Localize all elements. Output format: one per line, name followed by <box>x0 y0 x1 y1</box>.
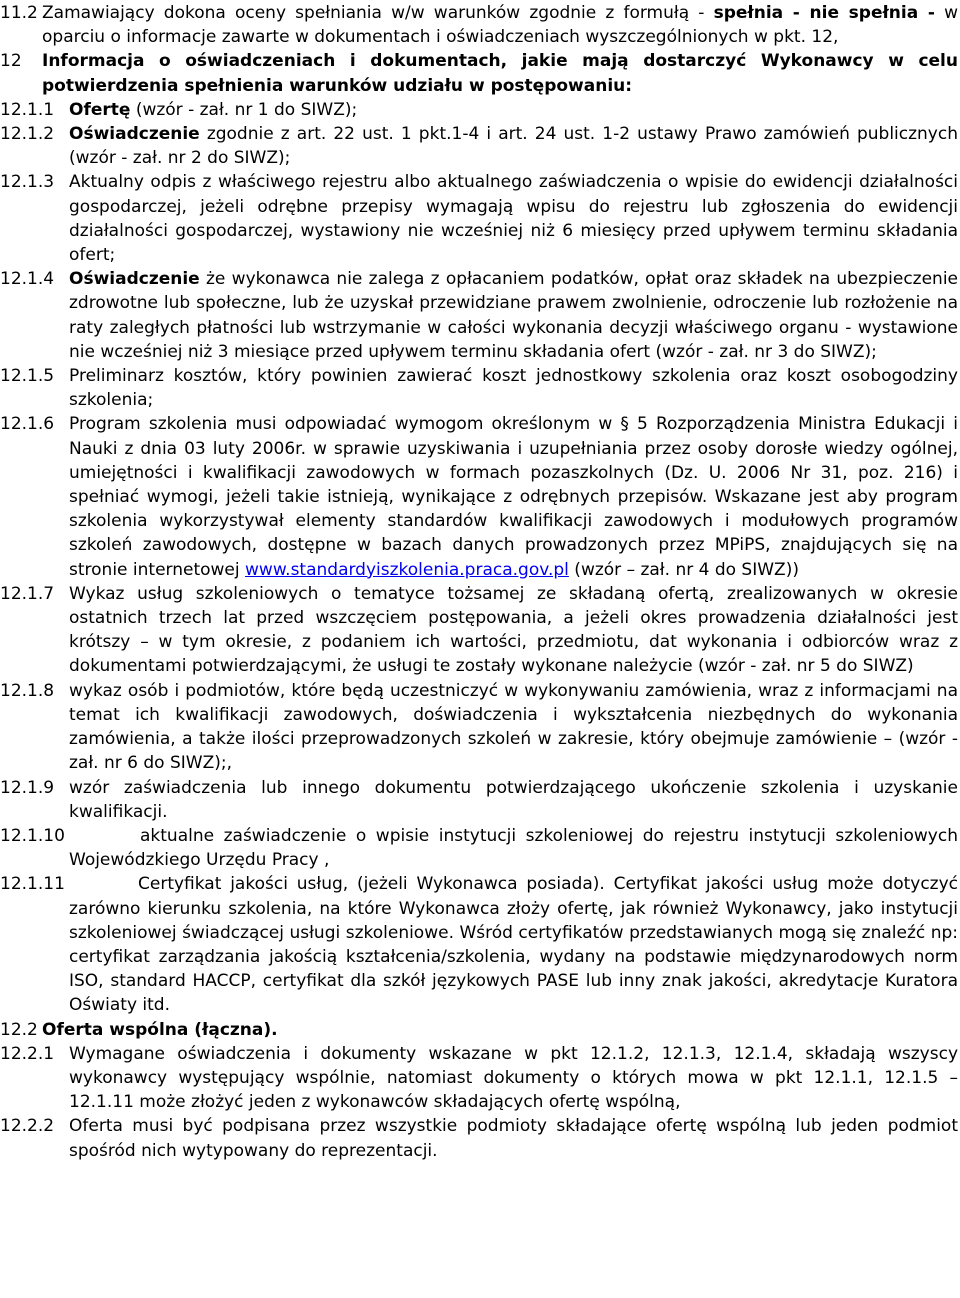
text-run: wzór zaświadczenia lub innego dokumentu potwierdzającego ukończenie szkolenia i uzyskanie kwalifikacji. <box>69 777 958 822</box>
text-run: aktualne zaświadczenie o wpisie instytucji szkoleniowej do rejestru instytucji szkoleniowych Wojewódzkiego Urzędu Pracy , <box>69 825 958 871</box>
section-text <box>69 414 958 579</box>
bold-text: Ofertę <box>69 99 131 120</box>
section-number: 12.1.5 <box>0 366 55 387</box>
section-number: 12 <box>0 51 22 72</box>
section-text <box>69 100 357 120</box>
text-run: zgodnie z art. 22 ust. 1 pkt.1-4 i art. 24 ust. 1-2 ustawy Prawo zamówień publicznych (wzór - zał. nr 2 do SIWZ); <box>69 124 958 169</box>
section-number: 12.1.10 <box>0 825 65 846</box>
text-run: Wymagane oświadczenia i dokumenty wskazane w pkt 12.1.2, 12.1.3, 12.1.4, składają wszyscy wykonawcy występujący wspólnie, natomiast dokumenty o których mowa w pkt 12.1.1, 12.1.5 – 12.1.11 może złożyć jeden z wykonawców składających ofertę wspólną, <box>69 1043 958 1113</box>
section-number: 11.2 <box>0 3 38 23</box>
section-number: 12.1.2 <box>0 124 55 145</box>
section-text <box>69 584 958 677</box>
bold-text: Oświadczenie <box>69 124 200 145</box>
section-text <box>69 826 958 870</box>
section-text <box>42 51 958 95</box>
section-number: 12.1.11 <box>0 874 65 895</box>
section-text <box>69 681 958 774</box>
section-number: 12.1.7 <box>0 583 55 604</box>
section-12-1-6 <box>0 412 958 581</box>
section-number: 12.1.4 <box>0 269 55 290</box>
text-run: w oparciu o informacje zawarte w dokumentach i oświadczeniach wyszczególnionych w pkt. 12, <box>42 3 958 48</box>
section-12-1-7 <box>0 582 958 679</box>
section-text <box>69 778 958 822</box>
section-text <box>69 269 958 362</box>
section-11-2 <box>0 1 958 49</box>
section-text <box>42 1020 278 1040</box>
section-12-1-4 <box>0 267 958 364</box>
section-text <box>69 874 958 1015</box>
section-12-2-2 <box>0 1114 958 1162</box>
section-12-1-5 <box>0 364 958 412</box>
section-12-1-3 <box>0 170 958 267</box>
text-run: Oferta musi być podpisana przez wszystkie podmioty składające ofertę wspólną lub jeden podmiot spośród nich wytypowany do reprezentacji. <box>69 1116 958 1161</box>
section-text <box>69 1116 958 1160</box>
text-run: Certyfikat jakości usług, (jeżeli Wykonawca posiada). Certyfikat jakości usług może dotyczyć zarówno kierunku szkolenia, na które Wykonawca złoży ofertę, jak również Wykonawcy, jako instytucji szkoleniowej świadczącej usługi szkoleniowe. Wśród certyfikatów przedstawianych mogą się znaleźć np: certyfikat zarządzania jakością kształcenia/szkolenia, wydany na podstawie międzynarodowych norm ISO, standard HACCP, certyfikat dla szkół językowych PASE lub inny znak jakości, akredytacje Kuratora Oświaty itd. <box>69 874 958 1016</box>
section-12-1-10 <box>0 824 958 872</box>
section-12-1-1 <box>0 98 958 122</box>
section-12 <box>0 49 958 97</box>
text-run: (wzór – zał. nr 4 do SIWZ)) <box>568 559 799 580</box>
bold-text: Informacja o oświadczeniach i dokumentach, jakie mają dostarczyć Wykonawcy w celu potwierdzenia spełnienia warunków udziału w postępowaniu: <box>42 51 958 96</box>
section-text <box>69 366 958 410</box>
text-run: Preliminarz kosztów, który powinien zawierać koszt jednostkowy szkolenia oraz koszt osobogodziny szkolenia; <box>69 366 958 411</box>
section-text <box>42 3 958 47</box>
section-number: 12.2 <box>0 1019 38 1040</box>
section-12-2-1 <box>0 1042 958 1115</box>
section-number: 12.1.9 <box>0 777 55 798</box>
section-12-2 <box>0 1018 958 1042</box>
text-run: Wykaz usług szkoleniowych o tematyce tożsamej ze składaną ofertą, zrealizowanych w okresie ostatnich trzech lat przed wszczęciem postępowania, a jeżeli okres prowadzenia działalności jest krótszy – w tym okresie, z podaniem ich wartości, przedmiotu, dat wykonania i odbiorców wraz z dokumentami potwierdzającymi, że usługi te zostały wykonane należycie (wzór - zał. nr 5 do SIWZ) <box>69 583 958 677</box>
bold-text: Oferta wspólna (łączna). <box>42 1019 278 1040</box>
section-text <box>69 124 958 168</box>
text-run: Program szkolenia musi odpowiadać wymogom określonym w § 5 Rozporządzenia Ministra Edukacji i Nauki z dnia 03 luty 2006r. w sprawie uzyskiwania i uzupełniania przez osoby dorosłe wiedzy ogólnej, umiejętności i kwalifikacji zawodowych w formach pozaszkolnych (Dz. U. 2006 Nr 31, poz. 216) i spełniać wymogi, jeżeli takie istnieją, wynikające z odrębnych przepisów. Wskazane jest aby program szkolenia wykorzystywał elementy standardów kwalifikacji zawodowych i modułowych programów szkoleń zawodowych, dostępne w bazach danych prowadzonych przez MPiPS, znajdujących się na stronie internetowej <box>69 414 958 580</box>
section-text <box>69 1044 958 1112</box>
section-number: 12.1.6 <box>0 414 55 435</box>
text-run: Aktualny odpis z właściwego rejestru albo aktualnego zaświadczenia o wpisie do ewidencji działalności gospodarczej, jeżeli odrębne przepisy wymagają wpisu do rejestru lub zgłoszenia do ewidencji działalności gospodarczej, wystawiony nie wcześniej niż 6 miesięcy przed upływem terminu składania ofert; <box>69 172 958 266</box>
section-text <box>69 172 958 265</box>
text-run: (wzór - zał. nr 1 do SIWZ); <box>130 99 358 120</box>
section-number: 12.2.2 <box>0 1116 55 1137</box>
website-link[interactable]: www.standardyiszkolenia.praca.gov.pl <box>245 559 569 580</box>
section-12-1-2 <box>0 122 958 170</box>
bold-text: spełnia - nie spełnia - <box>713 3 935 23</box>
section-12-1-9 <box>0 776 958 824</box>
section-12-1-8 <box>0 679 958 776</box>
bold-text: Oświadczenie <box>69 269 200 290</box>
section-number: 12.2.1 <box>0 1043 55 1064</box>
section-number: 12.1.3 <box>0 172 55 193</box>
text-run: wykaz osób i podmiotów, które będą uczestniczyć w wykonywaniu zamówienia, wraz z informacjami na temat ich kwalifikacji zawodowych, doświadczenia i wykształcenia niezbędnych do wykonania zamówienia, a także ilości przeprowadzonych szkoleń w zakresie, który obejmuje zamówienie – (wzór - zał. nr 6 do SIWZ);, <box>69 680 958 774</box>
section-number: 12.1.8 <box>0 680 55 701</box>
text-run: Zamawiający dokona oceny spełniania w/w warunków zgodnie z formułą - <box>42 3 714 23</box>
section-12-1-11 <box>0 872 958 1017</box>
section-number: 12.1.1 <box>0 99 55 120</box>
text-run: że wykonawca nie zalega z opłacaniem podatków, opłat oraz składek na ubezpieczenie zdrowotne lub społeczne, lub że uzyskał przewidziane prawem zwolnienie, odroczenie lub rozłożenie na raty zaległych płatności lub wstrzymanie w całości wykonania decyzji właściwego organu - wystawione nie wcześniej niż 3 miesiące przed upływem terminu składania ofert (wzór - zał. nr 3 do SIWZ); <box>69 269 958 362</box>
